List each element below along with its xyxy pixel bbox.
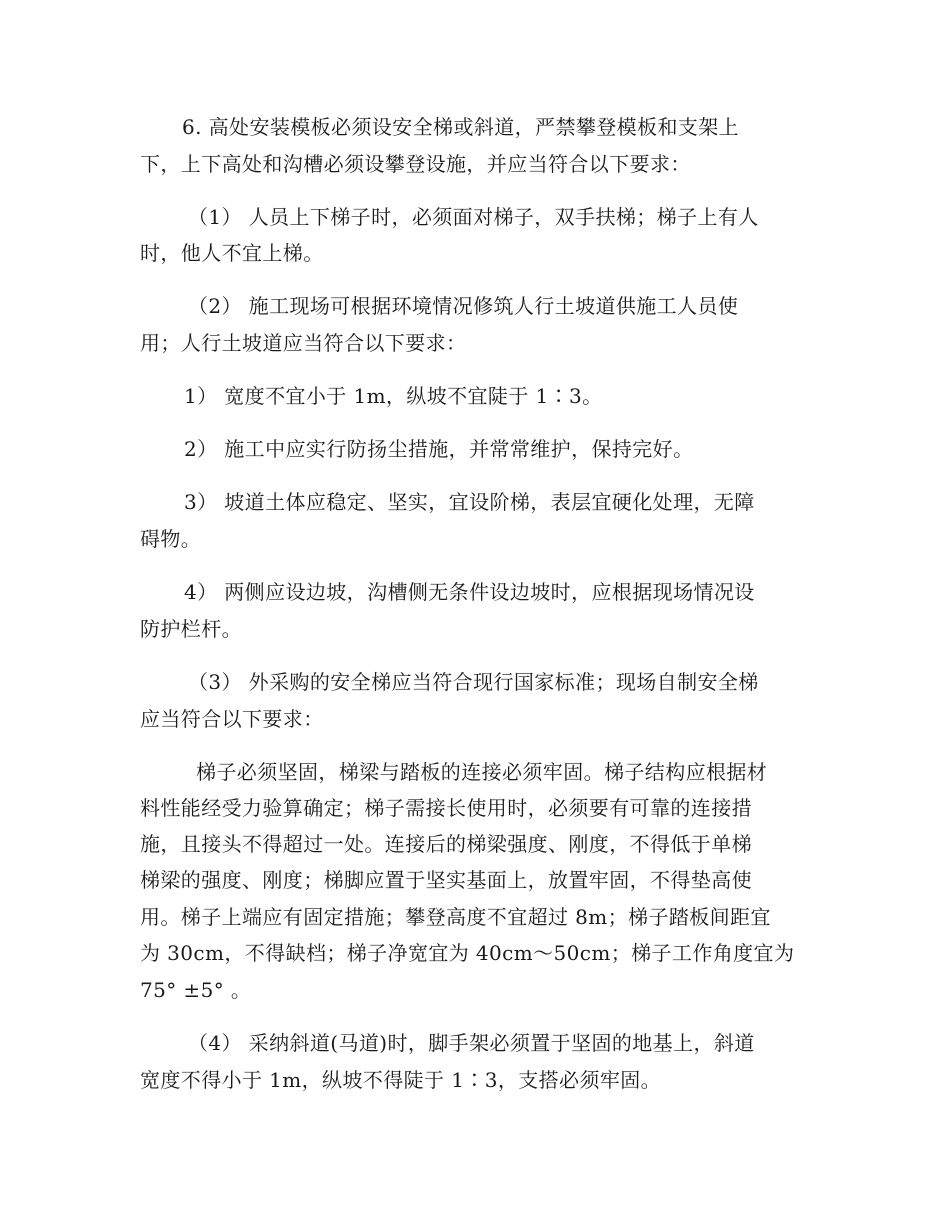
text-line: 料性能经受力验算确定；梯子需接长使用时，必须要有可靠的连接措 xyxy=(140,796,752,820)
text-line: （4） 采纳斜道(马道)时，脚手架必须置于坚固的地基上，斜道 xyxy=(188,1031,755,1055)
text-line: 梯梁的强度、刚度；梯脚应置于坚实基面上，放置牢固，不得垫高使 xyxy=(140,868,752,892)
text-line: 3） 坡道土体应稳定、坚实，宜设阶梯，表层宜硬化处理，无障 xyxy=(184,490,755,514)
text-line: 4） 两侧应设边坡，沟槽侧无条件设边坡时，应根据现场情况设 xyxy=(184,580,755,604)
text-line: 防护栏杆。 xyxy=(140,617,242,641)
text-line: 75° ±5° 。 xyxy=(140,978,252,1002)
text-line: 施，且接头不得超过一处。连接后的梯梁强度、刚度，不得低于单梯 xyxy=(140,832,752,856)
text-line: 6. 高处安装模板必须设安全梯或斜道，严禁攀登模板和支架上 xyxy=(182,115,740,139)
text-line: 梯子必须坚固，梯梁与踏板的连接必须牢固。梯子结构应根据材 xyxy=(196,760,768,784)
text-line: 下，上下高处和沟槽必须设攀登设施，并应当符合以下要求： xyxy=(140,152,691,176)
text-line: 1） 宽度不宜小于 1m，纵坡不宜陡于 1∶3。 xyxy=(184,384,603,408)
text-line: 应当符合以下要求： xyxy=(140,707,324,731)
text-line: 用。梯子上端应有固定措施；攀登高度不宜超过 8m；梯子踏板间距宜 xyxy=(140,905,771,929)
text-line: 时，他人不宜上梯。 xyxy=(140,241,324,265)
text-line: （2） 施工现场可根据环境情况修筑人行土坡道供施工人员使 xyxy=(188,294,739,318)
text-line: 碍物。 xyxy=(140,527,202,551)
text-line: （1） 人员上下梯子时，必须面对梯子，双手扶梯；梯子上有人 xyxy=(188,205,759,229)
text-line: 2） 施工中应实行防扬尘措施，并常常维护，保持完好。 xyxy=(184,437,694,461)
text-line: 用；人行土坡道应当符合以下要求： xyxy=(140,331,467,355)
text-line: 宽度不得小于 1m，纵坡不得陡于 1∶3，支搭必须牢固。 xyxy=(140,1068,662,1092)
text-line: 为 30cm，不得缺档；梯子净宽宜为 40cm～50cm；梯子工作角度宜为 xyxy=(140,941,795,965)
text-line: （3） 外采购的安全梯应当符合现行国家标准；现场自制安全梯 xyxy=(188,670,759,694)
